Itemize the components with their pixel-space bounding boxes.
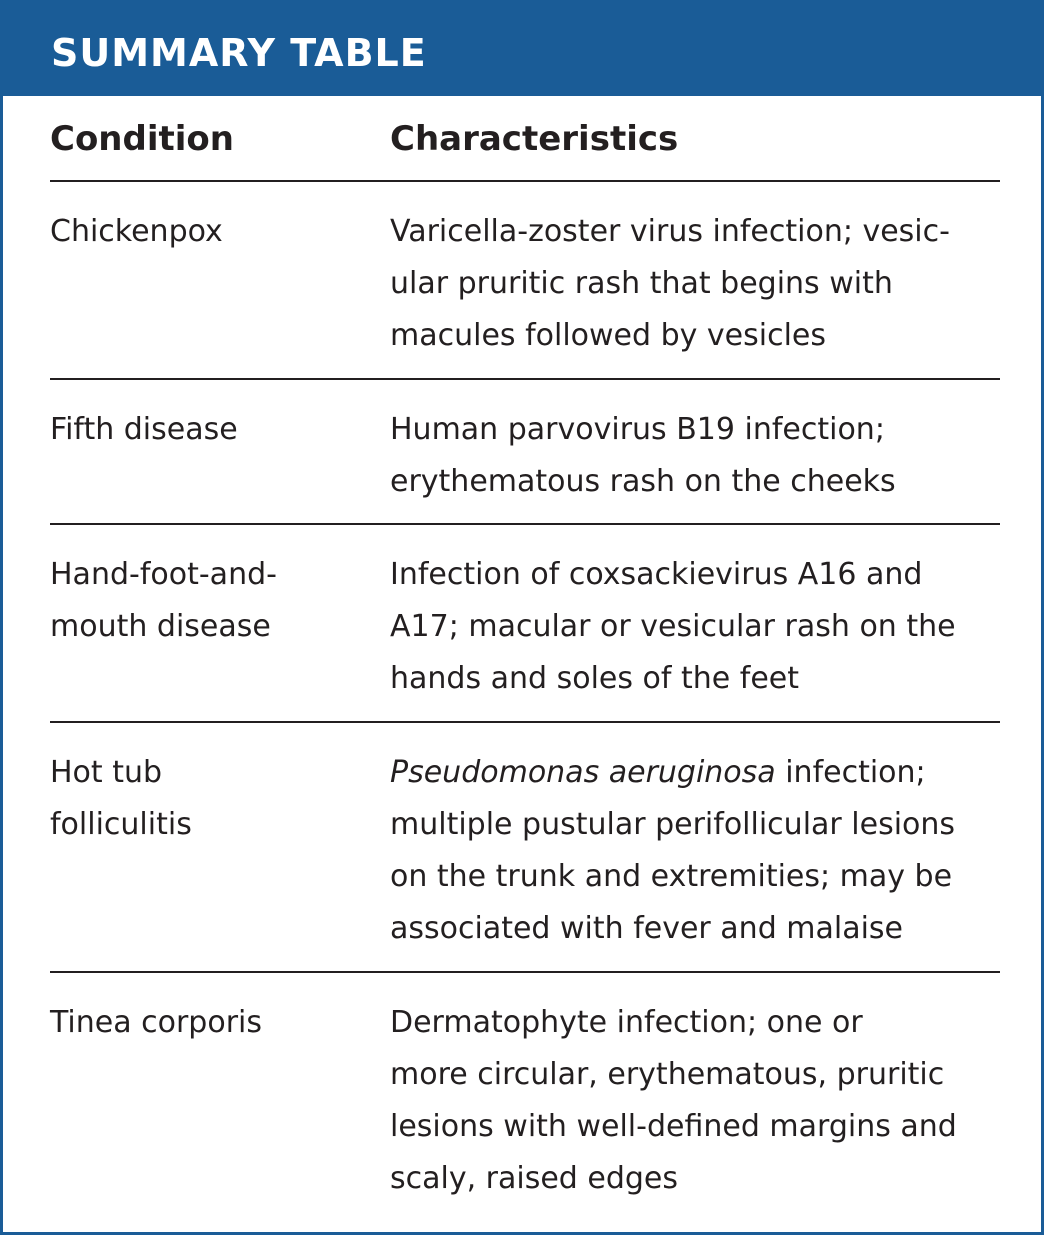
table-row-characteristics [390,747,1010,955]
condition-text: mouth disease [50,609,271,644]
header-divider [50,180,1000,182]
summary-table-header-banner [3,3,1041,96]
characteristics-text: lesions with well-defined margins and [390,1109,957,1144]
condition-text: Hot tub [50,755,163,790]
characteristics-text-rest: infection; [775,755,926,790]
summary-table-title: SUMMARY TABLE [51,31,427,75]
characteristics-text: Human parvovirus B19 infection; [390,412,885,447]
condition-text: folliculitis [50,807,192,842]
table-row-condition [50,997,360,1049]
characteristics-text: Infection of coxsackievirus A16 and [390,557,923,592]
characteristics-text: more circular, erythematous, pruritic [390,1057,945,1092]
table-row-characteristics [390,549,1010,705]
characteristics-text: macules followed by vesicles [390,318,827,353]
characteristics-text: ular pruritic rash that begins with [390,266,893,301]
condition-text: Chickenpox [50,214,223,249]
column-header-characteristics: Characteristics [390,119,679,159]
row-divider [50,721,1000,723]
table-row-characteristics [390,404,1010,508]
organism-name: Pseudomonas aeruginosa [390,755,776,790]
characteristics-text: associated with fever and malaise [390,911,904,946]
column-header-condition: Condition [50,119,234,159]
condition-text: Fifth disease [50,412,238,447]
characteristics-text: Varicella-zoster virus infection; vesic- [390,214,950,249]
table-row-condition [50,206,360,258]
characteristics-text: Dermatophyte infection; one or [390,1005,863,1040]
row-divider [50,971,1000,973]
characteristics-text [390,747,1010,799]
table-row-condition [50,549,360,653]
characteristics-text: hands and soles of the feet [390,661,799,696]
condition-text: Hand-foot-and- [50,557,277,592]
characteristics-text: multiple pustular perifollicular lesions [390,807,956,842]
characteristics-text: A17; macular or vesicular rash on the [390,609,956,644]
characteristics-text: erythematous rash on the cheeks [390,464,896,499]
table-row-condition [50,404,360,456]
characteristics-text: scaly, raised edges [390,1161,679,1196]
table-row-characteristics [390,206,1010,362]
row-divider [50,378,1000,380]
characteristics-text: on the trunk and extremities; may be [390,859,953,894]
table-row-condition [50,747,360,851]
condition-text: Tinea corporis [50,1005,263,1040]
table-row-characteristics [390,997,1010,1205]
row-divider [50,523,1000,525]
